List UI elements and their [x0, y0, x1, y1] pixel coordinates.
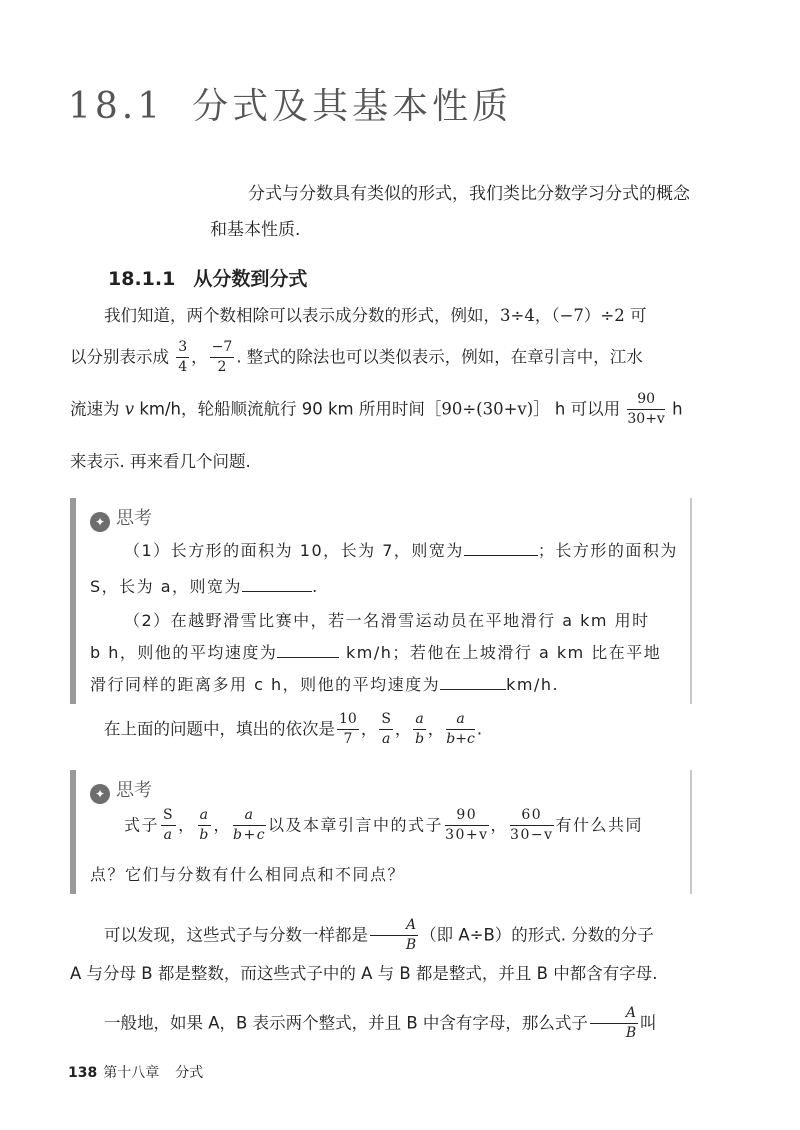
footer-topic: 分式 [175, 1065, 204, 1081]
answer-blank[interactable] [440, 675, 506, 690]
text: 在上面的问题中，填出的依次是 [104, 719, 335, 739]
text: 以分别表示成 [70, 347, 169, 367]
question-line [124, 538, 678, 561]
paragraph-line: A 与分母 B 都是整数，而这些式子中的 A 与 B 都是整式，并且 B 中都含有字母. [70, 964, 658, 983]
numerator: −7 [210, 340, 235, 358]
numerator: a [446, 712, 475, 730]
text: 流速为 [70, 399, 125, 419]
denominator: B [625, 1025, 637, 1042]
question-line [90, 672, 559, 695]
question-line [90, 640, 661, 663]
think-box [70, 498, 692, 704]
text: h [666, 399, 683, 419]
numerator: A [590, 1006, 638, 1024]
numerator: a [413, 712, 425, 730]
fraction [198, 808, 212, 844]
think-box [70, 770, 692, 894]
fraction [413, 712, 425, 748]
text: 一般地，如果 A，B 表示两个整式，并且 B 中含有字母，那么式子 [104, 1013, 588, 1033]
paragraph-line: 来表示. 再来看几个问题. [70, 452, 251, 471]
numerator: a [233, 808, 266, 826]
numerator: 60 [510, 808, 553, 826]
page-number: 138 [68, 1065, 98, 1081]
denominator: a [163, 827, 174, 844]
text: km/h，轮船顺流航行 90 km 所用时间 [134, 399, 425, 419]
text: . 整式的除法也可以类似表示，例如，在章引言中，江水 [236, 347, 643, 367]
denominator: b [415, 731, 425, 748]
lightbulb-icon: ✦ [90, 512, 110, 532]
fraction [590, 1006, 638, 1042]
numerator: A [370, 918, 418, 936]
fraction [176, 340, 189, 376]
fraction [627, 392, 664, 428]
text: 以及本章引言中的式子 [268, 815, 444, 835]
intro-text: 分式与分数具有类似的形式，我们类比分数学习分式的概念和基本性质. [210, 184, 690, 240]
text: h 可以用 [549, 399, 621, 419]
denominator: b+c [233, 827, 267, 844]
footer-chapter: 第十八章 [103, 1065, 160, 1081]
denominator: 30+v [627, 411, 665, 428]
text: 可以发现，这些式子与分数一样都是 [104, 925, 368, 945]
text: 式子 [124, 815, 160, 835]
chapter-title [68, 78, 512, 129]
question-line: （2）在越野滑雪比赛中，若一名滑雪运动员在平地滑行 a km 用时 [124, 611, 650, 630]
text: 滑行同样的距离多用 c h，则他的平均速度为 [90, 675, 441, 694]
numerator: S [161, 808, 176, 826]
text: （即 A÷B）的形式. 分数的分子 [420, 925, 654, 945]
think-heading [90, 504, 152, 532]
numerator: S [379, 712, 393, 730]
text: S，长为 a，则宽为 [90, 577, 243, 596]
fraction [337, 712, 359, 748]
answer-blank[interactable] [242, 577, 312, 592]
text: b h，则他的平均速度为 [90, 643, 278, 662]
fraction [370, 918, 418, 954]
paragraph-line [70, 918, 700, 954]
fraction [161, 808, 176, 844]
lightbulb-icon: ✦ [90, 784, 110, 804]
fraction [233, 808, 266, 844]
text: . [312, 577, 319, 596]
fraction [445, 808, 488, 844]
math-text: 3÷4，（−7）÷2 [500, 306, 625, 325]
denominator: B [405, 937, 417, 954]
text: . [476, 719, 483, 739]
fraction [510, 808, 553, 844]
chapter-title-text: 分式及其基本性质 [192, 86, 513, 127]
section-title-text: 从分数到分式 [193, 268, 308, 290]
text: 有什么共同 [555, 815, 644, 835]
denominator: 4 [178, 359, 188, 376]
answer-line: 在上面的问题中，填出的依次是 $\frac{10}{7}$ ， $\frac{S}{a}$ ， $\frac{a}{b}$ ， $\frac{a}{b+c}$ . [104, 711, 483, 748]
section-number: 18.1.1 [108, 268, 176, 290]
text: 可 [624, 306, 647, 325]
paragraph-line: 以分别表示成 $\frac{3}{4}$ ， $\frac{-7}{2}$ . 整式的除法也可以类似表示，例如，在章引言中，江水 [70, 339, 643, 376]
numerator: 3 [176, 340, 189, 358]
question-line: 点？它们与分数有什么相同点和不同点？ [90, 865, 406, 884]
math-text: ［90÷(30+v)］ [424, 399, 550, 419]
text: 我们知道，两个数相除可以表示成分数的形式，例如， [104, 306, 500, 325]
numerator: 90 [627, 392, 664, 410]
fraction [210, 340, 235, 376]
fraction [446, 712, 475, 748]
numerator: 10 [337, 712, 359, 730]
denominator: 30+v [445, 827, 489, 844]
numerator: 90 [445, 808, 488, 826]
think-heading [90, 776, 152, 804]
page-footer [68, 1062, 203, 1082]
answer-blank[interactable] [464, 541, 538, 556]
denominator: 7 [343, 731, 353, 748]
numerator: a [198, 808, 212, 826]
denominator: 2 [217, 359, 227, 376]
question-line: 式子 $\frac{S}{a}$ ， $\frac{a}{b}$ ， $\frac{a}{b+c}$ 以及本章引言中的式子 $\frac{90}{30+v}$ ， $\frac{60}{30-v}$ 有什么共同 [124, 807, 644, 844]
text: km/h；若他在上坡滑行 a km 比在平地 [339, 643, 662, 662]
fraction [379, 712, 393, 748]
text: 叫 [640, 1013, 657, 1033]
denominator: 30−v [510, 827, 554, 844]
text: ；长方形的面积为 [537, 541, 678, 560]
think-label: 思考 [116, 780, 152, 801]
think-label: 思考 [116, 508, 152, 529]
answer-blank[interactable] [277, 643, 339, 658]
denominator: b [199, 827, 210, 844]
chapter-number: 18.1 [68, 86, 165, 127]
denominator: b+c [446, 731, 475, 748]
section-title [108, 264, 307, 291]
variable: v [124, 399, 135, 419]
question-line [90, 574, 319, 597]
paragraph-line [70, 392, 700, 428]
paragraph-line [70, 302, 700, 326]
text: （1）长方形的面积为 10，长为 7，则宽为 [124, 541, 464, 560]
denominator: a [381, 731, 391, 748]
paragraph-line [70, 1006, 700, 1042]
text: km/h. [506, 675, 560, 694]
